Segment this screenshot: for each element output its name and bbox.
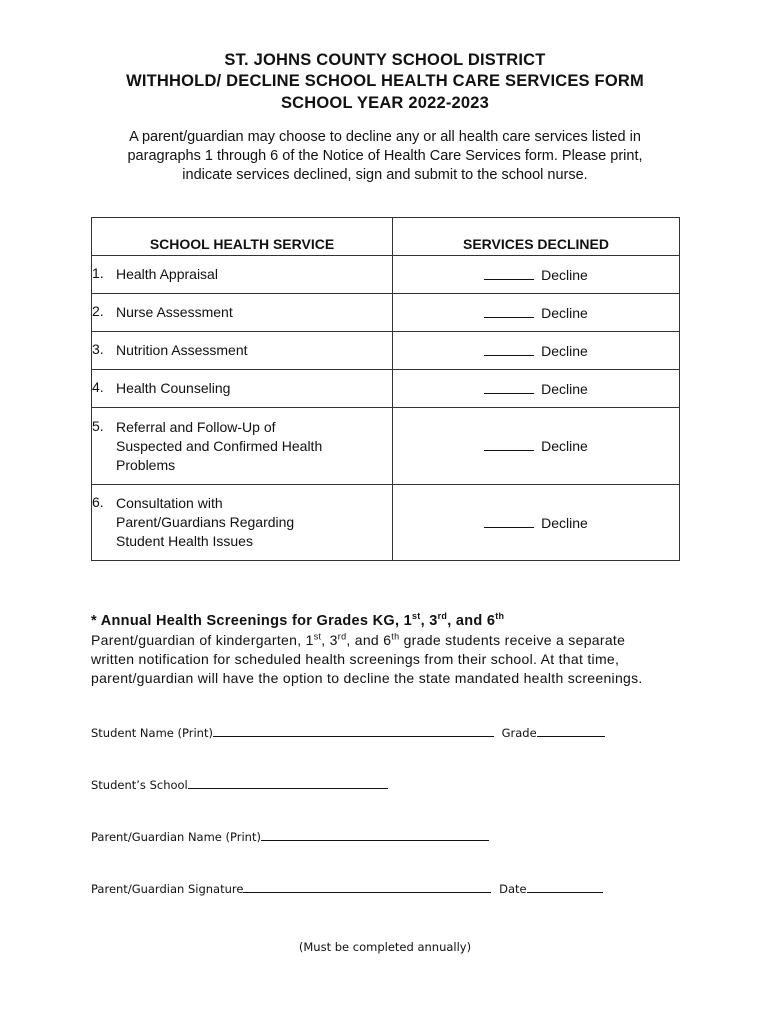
- decline-blank[interactable]: [484, 515, 534, 528]
- intro-paragraph: [95, 128, 675, 185]
- footer-note: (Must be completed annually): [298, 940, 472, 954]
- service-name: Referral and Follow-Up of: [116, 418, 276, 435]
- decline-label: Decline: [541, 380, 588, 397]
- decline-label: Decline: [541, 304, 588, 321]
- student-name-row: [91, 726, 605, 740]
- table-row: [92, 332, 680, 370]
- row-number: 5.: [92, 417, 104, 434]
- annual-screenings-text: Parent/guardian of kindergarten, 1st, 3rd, and 6th grade students receive a separate written notification for scheduled health screenings from their school. At that time, parent/guardian will have the option to decline the state mandated health screenings.: [91, 631, 643, 686]
- service-name: Suspected and Confirmed Health: [116, 437, 323, 454]
- decline-blank[interactable]: [484, 438, 534, 451]
- form-title-name: WITHHOLD/ DECLINE SCHOOL HEALTH CARE SERVICES FORM: [126, 72, 644, 90]
- date-field[interactable]: [527, 882, 603, 893]
- service-name: Student Health Issues: [116, 533, 253, 549]
- grade-label: Grade: [501, 726, 537, 740]
- guardian-name-field[interactable]: [261, 830, 489, 841]
- decline-label: Decline: [541, 342, 588, 359]
- annual-screenings-section: [91, 612, 691, 688]
- date-label: Date: [499, 882, 527, 896]
- school-label: Student’s School: [91, 778, 188, 792]
- form-title-district: ST. JOHNS COUNTY SCHOOL DISTRICT: [224, 51, 546, 69]
- student-name-field[interactable]: [213, 726, 494, 737]
- signature-row: [91, 882, 603, 896]
- decline-blank[interactable]: [484, 305, 534, 318]
- row-number: 1.: [92, 265, 104, 281]
- decline-blank[interactable]: [484, 343, 534, 356]
- service-name: Health Counseling: [116, 380, 231, 396]
- school-field[interactable]: [188, 778, 388, 789]
- annual-screenings-heading: * Annual Health Screenings for Grades KG, 1st, 3rd, and 6th: [91, 611, 505, 629]
- guardian-name-label: Parent/Guardian Name (Print): [91, 830, 261, 844]
- intro-line: A parent/guardian may choose to decline any or all health care services listed in: [129, 129, 641, 145]
- signature-field[interactable]: [243, 882, 491, 893]
- row-number: 3.: [92, 341, 104, 357]
- table-row: [92, 294, 680, 332]
- decline-label: Decline: [541, 514, 588, 531]
- service-name: Consultation with: [116, 495, 223, 511]
- health-services-table: [91, 217, 680, 561]
- table-row: [92, 256, 680, 294]
- intro-line: paragraphs 1 through 6 of the Notice of Health Care Services form. Please print,: [127, 148, 643, 164]
- signature-label: Parent/Guardian Signature: [91, 882, 244, 896]
- col-header-declined: SERVICES DECLINED: [393, 218, 680, 256]
- student-name-label: Student Name (Print): [91, 726, 213, 740]
- table-row: [92, 485, 680, 561]
- grade-field[interactable]: [537, 726, 605, 737]
- service-name: Parent/Guardians Regarding: [116, 514, 295, 530]
- row-number: 6.: [92, 494, 104, 510]
- service-name: Nutrition Assessment: [116, 342, 248, 358]
- guardian-name-row: [91, 830, 489, 844]
- col-header-service: SCHOOL HEALTH SERVICE: [92, 218, 393, 256]
- row-number: 2.: [92, 303, 104, 319]
- intro-line: indicate services declined, sign and submit to the school nurse.: [182, 167, 588, 183]
- table-row: [92, 408, 680, 485]
- service-name: Problems: [116, 456, 176, 473]
- service-name: Nurse Assessment: [116, 304, 233, 320]
- form-title-year: SCHOOL YEAR 2022-2023: [280, 94, 490, 112]
- decline-blank[interactable]: [484, 267, 534, 280]
- decline-label: Decline: [541, 266, 588, 283]
- decline-blank[interactable]: [484, 381, 534, 394]
- service-name: Health Appraisal: [116, 266, 218, 282]
- school-row: [91, 778, 388, 792]
- table-row: [92, 370, 680, 408]
- row-number: 4.: [92, 379, 104, 395]
- decline-label: Decline: [541, 438, 588, 454]
